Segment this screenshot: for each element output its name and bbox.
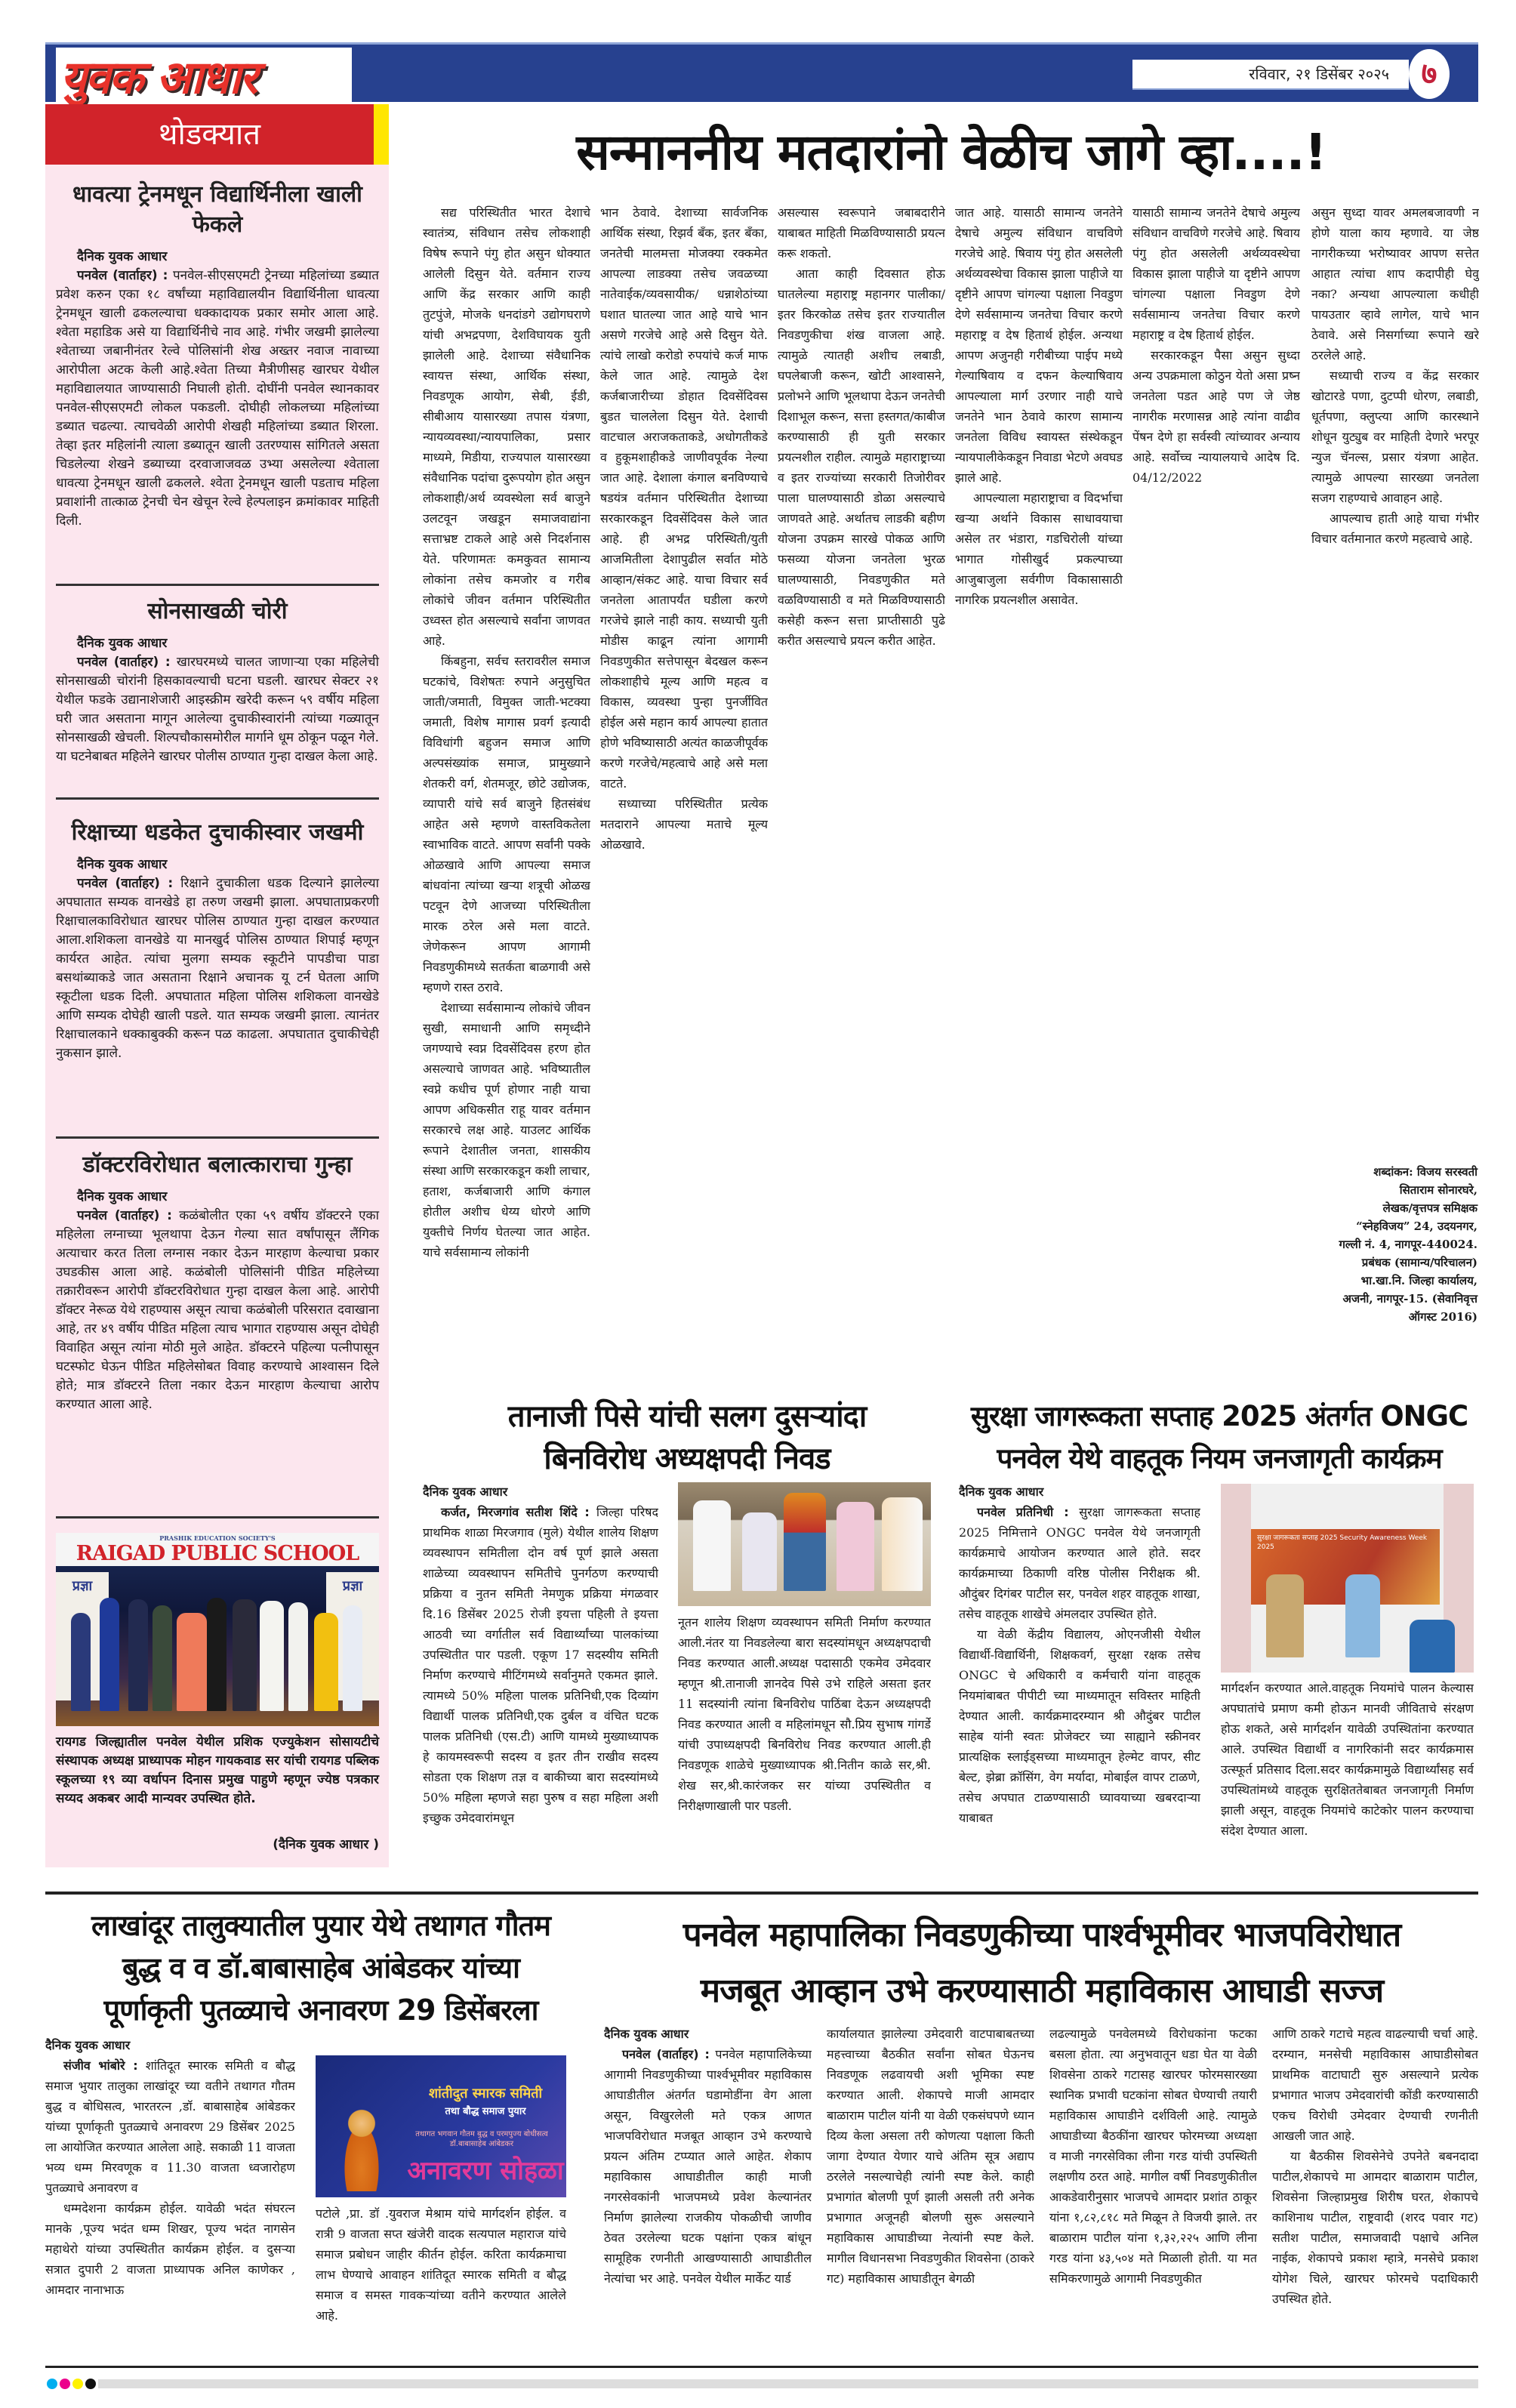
- registration-dot-black: [85, 2379, 96, 2389]
- article-paragraph: जात आहे. यासाठी सामान्य जनतेने देषाचे अमुल्य संविधान वाचविणे गरजेचे आहे. षिवाय पंगु होत असलेली अर्थव्यवस्थेचा विकास झाला पाहीजे या दृष्टीने आपण चांगल्या पक्षाला निवडुण देणे सर्वसामान्य जनतेचा विचार करणे महाराष्ट्र व देष हितार्थ होईल. अन्यथा आपण अजुनही गरीबीच्या पाईप मध्ये गेल्याषिवाय व दफन केल्याषिवाय आपल्याला मार्ग उरणार नाही याचे जनतेने भान ठेवावे कारण सामान्य जनतेला विविध स्वायस्त संस्थेकडून न्यायपालीकेकडून निवाडा भेटणे अवघड झाले आहे.: [955, 205, 1123, 485]
- headline-line: पनवेल महापालिका निवडणुकीच्या पार्श्वभूमीवर भाजपविरोधात: [683, 1916, 1401, 1954]
- ongc-event-photo: [1221, 1484, 1474, 1673]
- story-dateline: संजीव भांबोरे :: [63, 2058, 138, 2073]
- poster-line: तथागत भगवान गौतम बुद्ध व परमपुज्य बोधीसत्व डॉ.बाबासाहेब आंबेडकर: [415, 2130, 548, 2148]
- brief-story: [56, 1150, 379, 1414]
- poster-title: शांतीदुत स्मारक समिती: [428, 2086, 543, 2101]
- person-figure: [100, 1598, 119, 1711]
- footer-color-bar: [98, 2379, 1478, 2388]
- article-column: [423, 202, 590, 1380]
- story-body: रिक्षाने दुचाकीला धडक दिल्याने झालेल्या अपघातात सम्यक वानखेडे हा तरुण जखमी झाला. अपघाताप्रकरणी रिक्षाचालकाविरोधात खारघर पोलिस ठाण्यात गुन्हा दाखल करण्यात आला.शशिकला वानखेडे या मानखुर्द पोलिस ठाण्यात शिपाई म्हणून कार्यरत आहेत. त्यांचा मुलगा सम्यक स्कूटीने पापडीचा पाडा बसथांब्याकडे जात असताना रिक्षाने अचानक यू टर्न घेतला आणि स्कूटीला धडक दिली. अपघातात महिला पोलिस शशिकला वानखेडे आणि सम्यक दोघेही खाली पडले. यात सम्यक जखमी झाला. त्यानंतर रिक्षाचालकाने धक्काबुक्की करून पळ काढला. अपघातात दुचाकीचेही नुकसान झाले.: [56, 876, 379, 1061]
- banner-title: RAIGAD PUBLIC SCHOOL: [75, 1542, 359, 1565]
- person-figure: [128, 1599, 148, 1711]
- article-paragraph: आपल्याला महाराष्ट्राचा व विदर्भाचा खऱ्या अर्थाने विकास साधावयाचा असेल तर भंडारा, गडचिरोली यांच्या भागात गोसीखुर्द प्रकल्पाच्या आजुबाजुला सर्वगीण विकासासाठी नागरिक प्रयत्नशील असावेत.: [955, 491, 1123, 607]
- story-body: पनवेल-सीएसएमटी ट्रेनच्या महिलांच्या डब्यात प्रवेश करुन एका १८ वर्षांच्या महाविद्यालयीन विद्यार्थिनीला धावत्या ट्रेनमधून खाली ढकलल्याचा धक्कादायक प्रकार समोर आला आहे. श्वेता महाडिक असे या विद्यार्थिनीचे नाव आहे. गंभीर जखमी झालेल्या श्वेताच्या जबानीनंतर रेल्वे पोलिसांनी शेख अख्तर नवाज नावाच्या आरोपीला अटक केली आहे.श्वेता तिच्या मैत्रीणीसह खारघर येथील महाविद्यालयात जाण्यासाठी निघाली होती. दोघींनी पनवेल स्थानकावर पनवेल-सीएसएमटी लोकल पकडली. दोघीही लोकलच्या महिलांच्या डब्यात चढल्या. त्याचवेळी आरोपी शेखही महिलांच्या डब्यात शिरला. तेव्हा इतर महिलांनी त्याला डब्यातून खाली उतरण्यास सांगितले असता चिडलेल्या शेखने डब्याच्या दरवाजाजवळ उभ्या असलेल्या श्वेताला धावत्या ट्रेनमधून खाली ढकलले. श्वेता ट्रेनमधून खाली पडताच महिला प्रवाशांनी तात्काळ ट्रेनची चेन खेचून रेल्वे हेल्पलाइन क्रमांकावर माहिती दिली.: [56, 268, 379, 529]
- mva-column-3: [1049, 2024, 1257, 2363]
- photo-caption: रायगड जिल्ह्यातील पनवेल येथील प्रशिक एज्युकेशन सोसायटीचे संस्थापक अध्यक्ष प्राध्यापक मोहन गायकवाड सर यांची रायगड पब्लिक स्कूलच्या १९ व्या वर्धापन दिनास प्रमुख पाहुणे म्हणून ज्येष्ठ पत्रकार सय्यद अकबर आदी मान्यवर उपस्थित होते.: [56, 1734, 379, 1806]
- accent-strip: [374, 104, 389, 165]
- headline-line: पनवेल येथे वाहतूक नियम जनजागृती कार्यक्रम: [997, 1442, 1442, 1475]
- story-headline: धावत्या ट्रेनमधून विद्यार्थिनीला खाली फेकले: [72, 181, 362, 238]
- person-figure: [207, 1598, 226, 1711]
- story-source: दैनिक युवक आधार: [959, 1485, 1044, 1499]
- headline-line: सुरक्षा जागरूकता सप्ताह 2025 अंतर्गत ONGC: [970, 1400, 1468, 1432]
- story-source: दैनिक युवक आधार: [45, 2038, 131, 2052]
- story-dateline: कर्जत, मिरजगांव सतीश शिंदे :: [441, 1505, 590, 1519]
- logo-box: [56, 48, 352, 102]
- article-paragraph: यासाठी सामान्य जनतेने देषाचे अमुल्य संविधान वाचविणे गरजेचे आहे. षिवाय पंगु होत असलेली अर्थव्यवस्थेचा विकास झाला पाहीजे या दृष्टीने आपण चांगल्या पक्षाला निवडुण देणे सर्वसामान्य जनतेचा विचार करणे महाराष्ट्र व देष हितार्थ होईल.: [1132, 205, 1300, 342]
- unveiling-poster-photo: [316, 2055, 566, 2197]
- ongc-headline: [959, 1395, 1480, 1480]
- ongc-column-1: [959, 1481, 1200, 1874]
- date-box: [1132, 60, 1409, 90]
- story-source: दैनिक युवक आधार: [423, 1485, 508, 1499]
- section-divider: [45, 1892, 1478, 1895]
- story-source: दैनिक युवक आधार: [77, 857, 168, 872]
- story-dateline: पनवेल (वार्ताहर) :: [622, 2047, 710, 2061]
- article-paragraph: असल्यास स्वरूपाने जबाबदारीने याबाबत माहिती मिळविण्यासाठी प्रयत्न करू शकतो.: [778, 205, 945, 261]
- registration-dot-yellow: [72, 2379, 83, 2389]
- story-paragraph: पनवेल प्रतिनिधी : सुरक्षा जागरूकता सप्ताह 2025 निमित्ताने ONGC पनवेल येथे जनजागृती कार्यक्रमाचे आयोजन करण्यात आले होते. सदर कार्यक्रमाच्या ठिकाणी वरिष्ठ पोलीस निरीक्षक श्री. औदुंबर दिगंबर पाटील सर, पनवेल शहर वाहतूक शाखा, तसेच वाहतूक शाखेचे अंमलदार उपस्थित होते.: [959, 1505, 1200, 1621]
- story-dateline: पनवेल (वार्ताहर) :: [77, 268, 168, 283]
- headline-line: तानाजी पिसे यांची सलग दुसऱ्यांदा: [507, 1399, 867, 1434]
- story-dateline: पनवेल प्रतिनिधी :: [977, 1505, 1069, 1519]
- story-dateline: पनवेल (वार्ताहर) :: [77, 655, 171, 670]
- story-paragraph: संजीव भांबोरे : शांतिदूत स्मारक समिती व बौद्ध समाज भुयार तालुका लाखांदूर च्या वतीने तथागत गौतम बुद्ध व बोधिसत्व, भारतरत्न ,डॉ. बाबासाहेब आंबेडकर यांच्या पूर्णाकृती पुतळ्याचे अनावरण 29 डिसेंबर 2025 ला आयोजित करण्यात आलेला आहे. सकाळी 11 वाजता भव्य धम्म मिरवणूक व 11.30 वाजता ध्वजारोहण पुतळ्याचे अनावरण व: [45, 2058, 295, 2195]
- person-figure: [314, 1613, 338, 1711]
- headline-line: मजबूत आव्हान उभे करण्यासाठी महाविकास आघाडी सज्ज: [700, 1972, 1384, 2010]
- story-source: दैनिक युवक आधार: [77, 249, 168, 264]
- statue-column-2: [316, 2203, 566, 2366]
- article-paragraph: किंबहुना, सर्वच स्तरावरील समाज घटकांचे, विशेषतः रुपाने अनुसुचित जाती/जमाती, विमुक्त जाती-भटक्या जमाती, विशेष मागास प्रवर्ग इत्यादी विविधांगी बहुजन समाज आणि अल्पसंख्यांक समाज, प्रामुख्याने शेतकरी वर्ग, शेतमजूर, छोटे उद्योजक, व्यापारी यांचे सर्व बाजुने हितसंबंध आहेत असे म्हणणे वास्तविकतेला स्वाभाविक वाटते. आपण सर्वांनी पक्के ओळखावे आणि आपल्या समाज बांधवांना त्यांच्या खऱ्या शत्रूची ओळख पटवून देणे आजच्या परिस्थितीला मारक ठरेल असे मला वाटते. जेणेकरून आपण आगामी निवडणुकीमध्ये सतर्कता बाळगावी असे म्हणणे रास्त ठरावे.: [423, 654, 590, 994]
- mva-column-1: [604, 2024, 812, 2363]
- person-figure: [177, 1613, 207, 1711]
- buddha-image: [335, 2101, 388, 2191]
- article-column: [955, 202, 1123, 1380]
- story-source: दैनिक युवक आधार: [77, 1189, 168, 1204]
- banner-subtitle: PRASHIK EDUCATION SOCIETY'S: [159, 1534, 276, 1542]
- mva-column-2: [827, 2024, 1034, 2363]
- person-figure: [153, 1605, 172, 1711]
- screen-text: सुरक्षा जागरूकता सप्ताह 2025 Security Awareness Week 2025: [1257, 1534, 1428, 1551]
- mva-column-4: [1272, 2024, 1478, 2363]
- story-dateline: पनवेल (वार्ताहर) :: [77, 876, 174, 891]
- article-column: [1132, 202, 1300, 1380]
- article-paragraph: सरकारकडून पैसा असुन सुध्दा अन्य उपक्रमाला कोठुन येतो असा प्रष्न जनतेला पडत आहे पण जे जेष्ठ नागरीक मरणासन्न आहे त्यांना वाढीव पेंषन देणे हा सर्वस्वी त्यांच्यावर अन्याय आहे. सर्वोच्च न्यायालयाचे आदेष दि. 04/12/2022: [1132, 348, 1300, 485]
- person-figure: [233, 1599, 257, 1711]
- tanaji-column-1: [423, 1481, 658, 1874]
- headline-line: बुद्ध व व डॉ.बाबासाहेब आंबेडकर यांच्या: [122, 1951, 519, 1984]
- masthead-bar: [45, 42, 1478, 102]
- story-body: मार्गदर्शन करण्यात आले.वाहतूक नियमांचे पालन केल्यास अपघातांचे प्रमाण कमी होऊन मानवी जीविताचे संरक्षण होऊ शकते, असे मार्गदर्शन यावेळी उपस्थितांना करण्यात आले. उपस्थित विद्यार्थी व नागरिकांनी सदर कार्यक्रमास उत्स्फूर्त प्रतिसाद दिला.सदर कार्यक्रमामुळे विद्यार्थ्यांसह सर्व उपस्थितांमध्ये वाहतूक सुरक्षिततेबाबत जनजागृती निर्माण झाली असून, वाहतूक नियमांचे काटेकोर पालन करण्याचा संदेश देण्यात आला.: [1221, 1681, 1474, 1838]
- poster-subtitle: तथा बौद्ध समाज पुयार: [445, 2106, 526, 2117]
- person-figure: [260, 1601, 284, 1711]
- story-body: नूतन शालेय शिक्षण व्यवस्थापन समिती निर्माण करण्यात आली.नंतर या निवडलेल्या बारा सदस्यांमधून अध्यक्षपदाची निवड करण्यात आली.अध्यक्ष पदासाठी एकमेव उमेदवार म्हणून श्री.तानाजी ज्ञानदेव पिसे उभे राहिले असता इतर 11 सदस्यांनी त्यांना बिनविरोध पाठिंबा देऊन अध्यक्षपदी निवड करण्यात आली व महिलांमधून सौ.प्रिय सुभाष गांगर्डे यांची उपाध्यक्षपदी बिनविरोध निवड करण्यात आली.ही निवडणूक शाळेचे मुख्याध्यापक श्री.नितीन काळे सर,श्री. शेख सर,श्री.कारंजकर सर यांच्या उपस्थितीत व निरीक्षणाखाली पार पडली.: [678, 1615, 931, 1813]
- divider: [56, 1136, 379, 1139]
- side-banner-right: प्रज्ञा: [326, 1572, 379, 1700]
- signature-line: लेखक/वृत्तपत्र समिक्षक: [1382, 1201, 1477, 1215]
- registration-dot-magenta: [60, 2379, 70, 2389]
- story-body: कळंबोलीत एका ५९ वर्षीय डॉक्टरने एका महिलेला लग्नाच्या भूलथापा देऊन गेल्या सात वर्षांपासून लैंगिक अत्याचार करत तिला लग्नास नकार देऊन मारहाण केल्याचा प्रकार उघडकीस आला आहे. कळंबोली पोलिसांनी पीडित महिलेच्या तक्रारीवरून आरोपी डॉक्टरविरोधात गुन्हा दाखल केला आहे. आरोपी डॉक्टर नेरूळ येथे राहण्यास असून त्याचा कळंबोली परिसरात दवाखाना आहे, तर ४९ वर्षीय पीडित महिला त्याच भागात राहण्यास असून दोघेही विवाहित असून त्यांना मोठी मुले आहेत. डॉक्टरने पहिल्या पत्नीपासून घटस्फोट घेऊन पीडित महिलेसोबत विवाह करण्याचे आश्वासन दिले होते; मात्र डॉक्टरने तिला नकार देऊन मारहाण केल्याचा आरोप करण्यात आला आहे.: [56, 1208, 380, 1412]
- side-banner-left: प्रज्ञा: [56, 1572, 109, 1700]
- sidebar-title: थोडक्यात: [45, 104, 374, 165]
- signature-line: गल्ली नं. 4, नागपूर-440024.: [1339, 1238, 1477, 1251]
- tanaji-headline: [423, 1395, 951, 1480]
- story-body: जिल्हा परिषद प्राथमिक शाळा मिरजगाव (मुले) येथील शालेय शिक्षण व्यवस्थापन समितीला दोन वर्ष पूर्ण झाले असता शाळेच्या व्यवस्थापन समितीचे पुनर्गठण करण्याची प्रक्रिया व नुतन समिती नेमणुक प्रक्रिया मंगळवार दि.16 डिसेंबर 2025 रोजी इयत्ता पहिली ते इयत्ता आठवी च्या वर्गातील सर्व विद्यार्थ्यांच्या पालकांच्या उपस्थितीत पार पडली. एकूण 17 सदस्यीय समिती निर्माण करण्याचे मीटिंगमध्ये सर्वानुमते एकमत झाले. त्यामध्ये 50% महिला पालक प्रतिनिधी,एक दिव्यांग विद्यार्थी पालक प्रतिनिधी,एक दुर्बल व वंचित घटक पालक प्रतिनिधी (एस.टी) आणि यामध्ये मुख्याध्यापक हे कायमस्वरूपी सदस्य व इतर तीन राखीव सदस्य सोडता एक शिक्षण तज्ञ व बाकीच्या बारा सदस्यांमध्ये 50% महिला म्हणजे सहा पुरुष व सहा महिला अशी इच्छुक उमेदवारांमधून: [423, 1505, 658, 1825]
- story-dateline: पनवेल (वार्ताहर) :: [77, 1208, 172, 1223]
- signature-line: “स्नेहविजय” 24, उदयनगर,: [1356, 1219, 1477, 1233]
- brief-story: [56, 597, 379, 766]
- story-paragraph: लढल्यामुळे पनवेलमध्ये विरोधकांना फटका बसला होता. त्या अनुभवातून धडा घेत या वेळी शिवसेना ठाकरे गटासह खारघर फोरमसारख्या स्थानिक प्रभावी घटकांना सोबत घेण्याची तयारी महाविकास आघाडीने दर्शविली आहे. त्यामुळे आघाडीच्या बैठकींना खारघर फोरमच्या अध्यक्षा व माजी नगरसेविका लीना गरड यांची उपस्थिती लक्षणीय ठरत आहे. मागील वर्षी निवडणुकीतील आकडेवारीनुसार भाजपचे आमदार प्रशांत ठाकूर यांना १,८२,८१८ मते मिळून ते विजयी झाले. तर बाळाराम पाटील यांना १,३२,२२५ आणि लीना गरड यांना ४३,५०४ मते मिळाली होती. या मत समिकरणामुळे आगामी निवडणुकीत: [1049, 2027, 1257, 2286]
- photo-banner: [56, 1533, 379, 1566]
- divider: [56, 1516, 379, 1518]
- story-paragraph: आणि ठाकरे गटाचे महत्व वाढल्याची चर्चा आहे. दरम्यान, मनसेची महाविकास आघाडीसोबत प्राथमिक वाटाघाटी सुरु असल्याने प्रत्येक प्रभागात भाजप उमेदवारांची कोंडी करण्यासाठी एकच विरोधी उमेदवार देण्याची रणनीती आखली जात आहे.: [1272, 2027, 1478, 2143]
- signature-line: सिताराम सोनारघरे,: [1399, 1183, 1477, 1197]
- article-column: [778, 202, 945, 1380]
- article-column: [1311, 202, 1479, 1154]
- divider: [56, 584, 379, 586]
- article-paragraph: असुन सुध्दा यावर अमलबजावणी न होणे याला काय म्हणावे. या जेष्ठ नागरीकच्या भरोष्यावर आपण सत्तेत आहात त्यांचा शाप कदापीही घेवु नका? अन्यथा आपल्याला कधीही पायउतार व्हावे लागेल, याचे भान ठेवावे. असे निसर्गाच्या रूपाने खरे ठरलेले आहे.: [1311, 205, 1479, 362]
- tanaji-column-2: [678, 1612, 931, 1873]
- footer-rule: [45, 2366, 1478, 2368]
- statue-column-1: [45, 2035, 295, 2367]
- article-column: [600, 202, 768, 1380]
- story-paragraph: पनवेल (वार्ताहर) : पनवेल महापालिकेच्या आगामी निवडणुकीच्या पार्श्वभूमीवर महाविकास आघाडीतील अंतर्गत घडामोडींना वेग आला असून, विखुरलेली मते एकत्र आणत भाजपविरोधात मजबूत आव्हान उभे करण्याचे प्रयत्न अंतिम टप्प्यात आले आहेत. शेकाप महाविकास आघाडीतील काही माजी नगरसेवकांनी भाजपमध्ये प्रवेश केल्यानंतर निर्माण झालेल्या राजकीय पोकळीची जाणीव ठेवत उरलेल्या घटक पक्षांना एकत्र बांधून सामूहिक रणनीती आखण्यासाठी आघाडीतील नेत्यांचा भर आहे. पनवेल येथील मार्केट यार्ड: [604, 2047, 812, 2286]
- article-paragraph: आता काही दिवसात होऊ घातलेल्या महाराष्ट्र महानगर पालीका/ इतर किरकोळ तसेच इतर राज्यातील निवडणुकीचा शंख वाजला आहे. त्यामुळे त्यातही अशीच लबाडी, घपलेबाजी करून, खोटी आश्वासने, प्रलोभने आणि भूलथापा देऊन जनतेची दिशाभूल करून, सत्ता हस्तगत/काबीज करण्यासाठी ही युती सरकार प्रयत्नशील राहील. त्यामुळे महाराष्ट्राच्या व इतर राज्यांच्या सरकारी तिजोरीवर पाला घालण्यासाठी डोळा असल्याचे जाणवते आहे. अर्थातच लाडकी बहीण योजना उपक्रम सारखे पोकळ आणि फसव्या योजना जनतेला भुरळ घालण्यासाठी, निवडणुकीत मते वळविण्यासाठी व मते मिळविण्यासाठी कसेही करून सत्ता प्राप्तीसाठी पुढे करीत असल्याचे प्रयत्न करीत आहेत.: [778, 267, 945, 648]
- statue-headline: [45, 1904, 596, 2031]
- school-event-photo: [56, 1533, 379, 1726]
- story-headline: रिक्षाच्या धडकेत दुचाकीस्वार जखमी: [71, 819, 364, 846]
- article-paragraph: सद्य परिस्थितीत भारत देशाचे स्वातंत्र्य, संविधान तसेच लोकशाही विषेष रूपाने पंगु होत असुन धोक्यात आलेली दिसुन येते. वर्तमान राज्य आणि केंद्र सरकार आणि काही तुटपुंजे, मोजके धनदांडगे उद्योगघराणे यांची अभद्रपणा, देशविघायक युती झालेली आहे. देशाच्या संवैधानिक स्वायत्त संस्था, आर्थिक संस्था, निवडणूक आयोग, सेबी, ईडी, सीबीआय यासारख्या तपास यंत्रणा, न्यायव्यवस्था/न्यायपालिका, प्रसार माध्यमे, मिडीया, राज्यपाल यासारख्या संवैधानिक पदांचा दुरूपयोग होत असुन लोकशाही/अर्थ व्यवस्थेला सर्व बाजुने उलटवून जखडून समाजवाद्यांना सत्ताभ्रष्ट टाकले आहे असे निदर्शनास येते. परिणामतः कमकुवत सामान्य लोकांना तसेच कमजोर व गरीब लोकांचे जीवन वर्तमान परिस्थितीत उध्वस्त होत असल्याचे सर्वांना जाणवत आहे.: [423, 205, 590, 648]
- story-headline: डॉक्टरविरोधात बलात्काराचा गुन्हा: [82, 1152, 353, 1178]
- photo-credit: (दैनिक युवक आधार ): [273, 1837, 379, 1852]
- author-signature: [1311, 1163, 1477, 1326]
- headline-line: पूर्णाकृती पुतळ्याचे अनावरण 29 डिसेंबरला: [103, 1993, 538, 2027]
- tanaji-group-photo: [678, 1482, 931, 1606]
- person-figure: [71, 1613, 91, 1711]
- story-paragraph: या वेळी केंद्रीय विद्यालय, ओएनजीसी येथील विद्यार्थी-विद्यार्थिनी, शिक्षकवर्ग, सुरक्षा रक्षक तसेच ONGC चे अधिकारी व कर्मचारी यांना वाहतूक नियमांबाबत पीपीटी च्या माध्यमातून सविस्तर माहिती देण्यात आली. कार्यक्रमादरम्यान श्री औदुंबर पाटील साहेब यांनी स्वतः प्रोजेक्टर च्या साह्याने स्क्रीनवर प्रात्यक्षिक स्लाईड्सच्या माध्यमातून हेल्मेट वापर, सीट बेल्ट, झेब्रा क्रॉसिंग, वेग मर्यादा, मोबाईल वापर टाळणे, तसेच अपघात टाळण्यासाठी घ्यावयाच्या खबरदाऱ्या याबाबत: [959, 1627, 1200, 1825]
- ongc-column-2: [1221, 1678, 1474, 1874]
- main-headline: सन्माननीय मतदारांनो वेळीच जागे व्हा....!: [576, 123, 1326, 181]
- registration-dot-cyan: [47, 2379, 57, 2389]
- brief-story: [56, 180, 379, 531]
- story-paragraph: धम्मदेशना कार्यक्रम होईल. यावेळी भदंत संघरत्न मानके ,पूज्य भदंत धम्म शिखर, पूज्य भदंत नागसेन महाथेरो यांच्या उपस्थितीत कार्यक्रम होईल. व दुसऱ्या सत्रात दुपारी 2 वाजता प्राध्यापक अनिल काणेकर , आमदार नानाभाऊ: [45, 2201, 295, 2297]
- article-paragraph: आपल्याच हाती आहे याचा गंभीर विचार वर्तमानात करणे महत्वाचे आहे.: [1311, 511, 1479, 546]
- signature-line: प्रबंधक (सामान्य/परिचालन): [1361, 1256, 1477, 1269]
- brief-story: [56, 818, 379, 1063]
- story-body: खारघरमध्ये चालत जाणाऱ्या एका महिलेची सोनसाखळी चोरांनी हिसकावल्याची घटना घडली. खारघर सेक्टर २१ येथील फडके उद्यानाशेजारी आइस्क्रीम खरेदी करून ५९ वर्षीय महिला घरी जात असताना मागून आलेल्या दुचाकीस्वारांनी त्यांच्या गळ्यातून सोनसाखळी खेचली. शिल्पचौकासमोरील मार्गाने धूम ठोकून पळून गेले. या घटनेबाबत महिलेने खारघर पोलीस ठाण्यात गुन्हा दाखल केला आहे.: [56, 655, 380, 764]
- article-paragraph: सध्याची राज्य व केंद्र सरकार खोटारडे पणा, दुटप्पी धोरण, लबाडी, धूर्तपणा, क्लुप्त्या आणि कारस्थाने शोधून युट्युब वर माहिती देणारे भरपूर न्युज चॅनल्स, प्रसार यंत्रणा आहेत. त्यामुळे आपल्या सारख्या जनतेला सजग राहण्याचे आवाहन आहे.: [1311, 368, 1479, 505]
- signature-line: अजनी, नागपूर-15. (सेवानिवृत्त: [1342, 1292, 1477, 1306]
- issue-date: रविवार, २१ डिसेंबर २०२५: [1249, 65, 1389, 83]
- headline-line: लाखांदूर तालुक्यातील पुयार येथे तथागत गौतम: [91, 1909, 550, 1942]
- article-paragraph: भान ठेवावे. देशाच्या सार्वजनिक आर्थिक संस्था, रिझर्व बँक, इतर बँका, जनतेची मालमत्ता मोजक्या रक्कमेत आपल्या लाडक्या तसेच जवळच्या नातेवाईक/व्यवसायीक/ धन्नाशेठांच्या घशात घातल्या जात आहे याचे भान असणे गरजेचे आहे असे दिसुन येते. त्यांचे लाखो करोडो रुपयांचे कर्ज माफ केले जात आहे. त्यामुळे देश कर्जबाजारीच्या डोहात दिवसेंदिवस बुडत चाललेला दिसुन येते. देशाची वाटचाल अराजकताकडे, अधोगतीकडे व हुकूमशाहीकडे जाणीवपूर्वक नेल्या जात आहे. देशाला कंगाल बनविण्याचे षडयंत्र वर्तमान परिस्थितीत देशाच्या सरकारकडून दिवसेंदिवस केले जात आहे. ही अभद्र परिस्थिती/युती आजमितीला देशापुढील सर्वात मोठे आव्हान/संकट आहे. याचा विचार सर्व जनतेला आतापर्यंत घडीला करणे गरजेचे झाले नाही काय. सध्याची युती मोडीस काढून त्यांना आगामी निवडणुकीत सत्तेपासून बेदखल करून लोकशाहीचे मूल्य आणि महत्व व विकास, व्यवस्था पुन्हा पुनर्जीवित होईल असे महान कार्य आपल्या हातात होणे भविष्यासाठी अत्यंत काळजीपूर्वक करणे गरजेचे/महत्वाचे आहे असे मला वाटते.: [600, 205, 768, 791]
- story-paragraph: कार्यालयात झालेल्या उमेदवारी वाटपाबाबतच्या महत्त्वाच्या बैठकीत सर्वांना सोबत घेऊनच निवडणूक लढवायची अशी भूमिका स्पष्ट करण्यात आली. शेकापचे माजी आमदार बाळाराम पाटील यांनी या वेळी एकसंघपणे ध्यान दिव्य केला असला तरी कोणत्या पक्षाला किती जागा देण्यात येणार याचे अंतिम सूत्र अद्याप ठरलेले नसल्याचेही त्यांनी स्पष्ट केले. काही प्रभागांत बोलणी पूर्ण झाली असली तरी अनेक प्रभागात अजूनही बोलणी सुरू असल्याने महाविकास आघाडीच्या नेत्यांनी स्पष्ट केले. मागील विधानसभा निवडणुकीत शिवसेना (ठाकरे गट) महाविकास आघाडीतून बेगळी: [827, 2027, 1034, 2286]
- signature-line: ऑगस्ट 2016): [1408, 1310, 1477, 1324]
- story-headline: सोनसाखळी चोरी: [147, 598, 288, 624]
- story-source: दैनिक युवक आधार: [604, 2027, 689, 2041]
- headline-line: बिनविरोध अध्यक्षपदी निवड: [544, 1441, 830, 1476]
- article-paragraph: सध्याच्या परिस्थितीत प्रत्येक मतदाराने आपल्या मताचे मूल्य ओळखावे.: [600, 797, 768, 852]
- poster-big-text: अनावरण सोहळा: [407, 2156, 564, 2186]
- story-paragraph: या बैठकीस शिवसेनेचे उपनेते बबनदादा पाटील,शेकापचे मा आमदार बाळाराम पाटील, शिवसेना जिल्हाप्रमुख शिरीष घरत, शेकापचे काशिनाथ पाटील, राष्ट्रवादी (शरद पवार गट) सतीश पाटील, समाजवादी पक्षाचे अनिल नाईक, शेकापचे प्रकाश म्हात्रे, मनसेचे प्रकाश योगेश चिले, खारघर फोरमचे पदाधिकारी उपस्थित होते.: [1272, 2149, 1478, 2306]
- mva-headline: [604, 1907, 1480, 2019]
- signature-line: भा.खा.नि. जिल्हा कार्यालय,: [1360, 1274, 1477, 1287]
- page-number: ७: [1409, 49, 1450, 99]
- story-source: दैनिक युवक आधार: [77, 636, 168, 651]
- newspaper-logo: युवक आधार: [60, 51, 257, 104]
- article-paragraph: देशाच्या सर्वसामान्य लोकांचे जीवन सुखी, समाधानी आणि समृध्दीने जगण्याचे स्वप्न दिवसेंदिवस हरण होत असल्याचे जाणवत आहे. भविष्यातील स्वप्ने कधीच पूर्ण होणार नाही याचा आपण अधिकसीत राहू यावर वर्तमान सरकारचे लक्ष आहे. याउलट आर्थिक रूपाने देशातील जनता, शासकीय संस्था आणि सरकारकडून कशी लाचार, हताश, कर्जबाजारी आणि कंगाल होतील अशीच धेय्य धोरणे आणि युक्तीचे निर्णय घेतल्या जात आहेत. याचे सर्वसामान्य लोकांनी: [423, 1001, 590, 1259]
- person-figure: [343, 1605, 362, 1711]
- divider: [56, 797, 379, 800]
- signature-line: शब्दांकन: विजय सरस्वती: [1373, 1165, 1477, 1179]
- story-body: पटोले ,प्रा. डॉ .युवराज मेश्राम यांचे मार्गदर्शन होईल. व रात्री 9 वाजता सप्त खंजेरी वादक सत्यपाल महाराज यांचे समाज प्रबोधन जाहीर कीर्तन होईल. करिता कार्यक्रमाचा लाभ घेण्याचे आवाहन शांतिदूत स्मारक समिती व बौद्ध समाज व समस्त गावकऱ्यांच्या वतीने करण्यात आलेले आहे.: [316, 2206, 566, 2323]
- person-figure: [288, 1602, 308, 1711]
